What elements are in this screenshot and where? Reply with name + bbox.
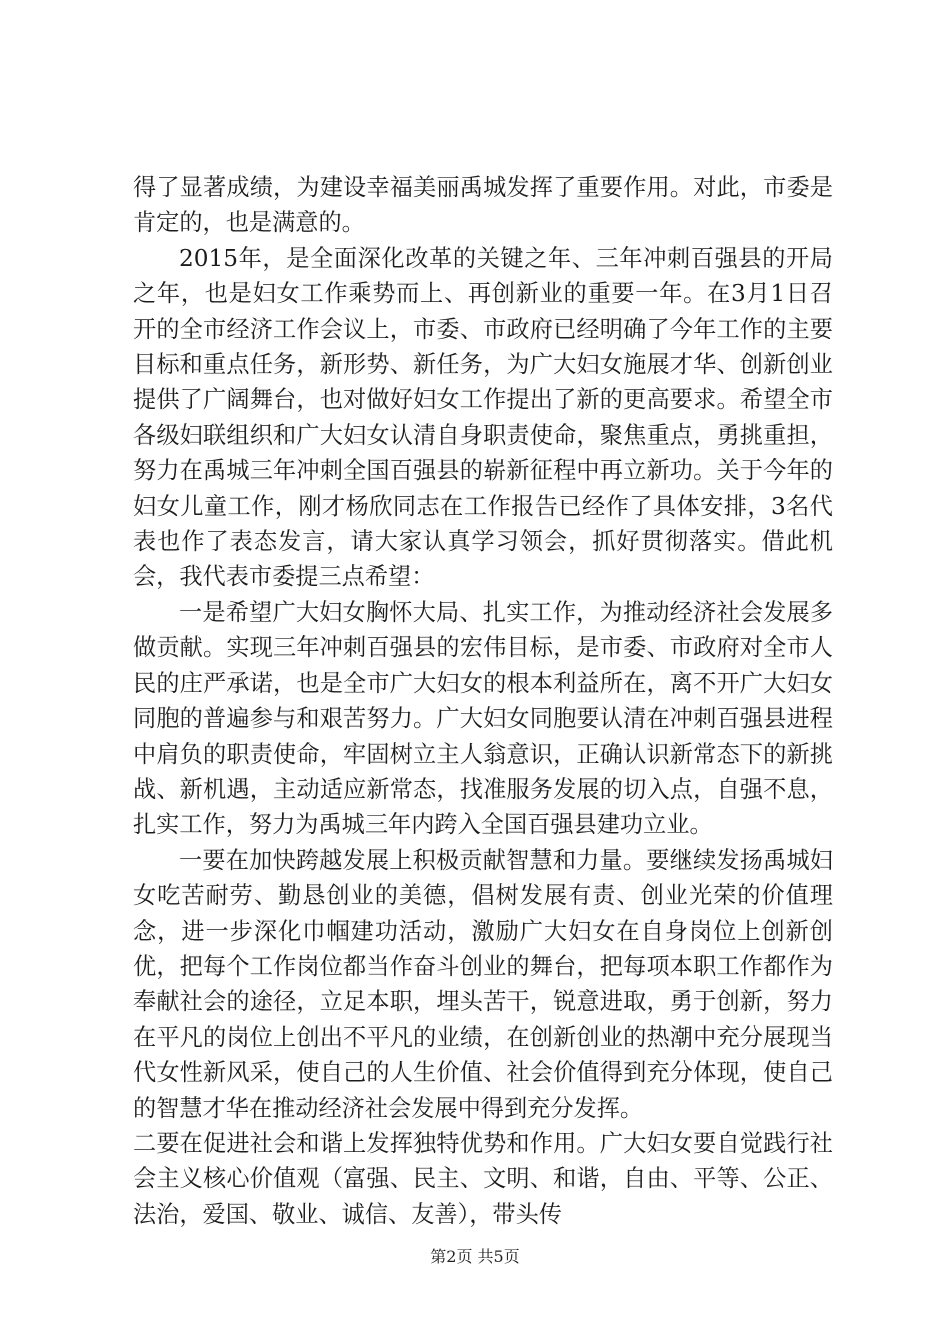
paragraph-2015-overview: 2015年，是全面深化改革的关键之年、三年冲刺百强县的开局之年，也是妇女工作乘势而上、再创新业的重要一年。在3月1日召开的全市经济工作会议上，市委、市政府已经明确了今年工作的主要目标和重点任务，新形势、新任务，为广大妇女施展才华、创新创业提供了广阔舞台，也对做好妇女工作提出了新的更高要求。希望全市各级妇联组织和广大妇女认清自身职责使命，聚焦重点，勇挑重担，努力在禹城三年冲刺全国百强县的崭新征程中再立新功。关于今年的妇女儿童工作，刚才杨欣同志在工作报告已经作了具体安排，3名代表也作了表态发言，请大家认真学习领会，抓好贯彻落实。借此机会，我代表市委提三点希望：: [133, 244, 833, 591]
paragraph-point-two: 二要在促进社会和谐上发挥独特优势和作用。广大妇女要自觉践行社会主义核心价值观（富强、民主、文明、和谐，自由、平等、公正、法治，爱国、敬业、诚信、友善），带头传: [133, 1129, 833, 1228]
paragraph-continuation: 得了显著成绩，为建设幸福美丽禹城发挥了重要作用。对此，市委是肯定的，也是满意的。: [133, 174, 833, 237]
paragraph-point-one: 一要在加快跨越发展上积极贡献智慧和力量。要继续发扬禹城妇女吃苦耐劳、勤恳创业的美德，倡树发展有责、创业光荣的价值理念，进一步深化巾帼建功活动，激励广大妇女在自身岗位上创新创优，把每个工作岗位都当作奋斗创业的舞台，把每项本职工作都作为奉献社会的途径，立足本职，埋头苦干，锐意进取，勇于创新，努力在平凡的岗位上创出不平凡的业绩，在创新创业的热潮中充分展现当代女性新风采，使自己的人生价值、社会价值得到充分体现，使自己的智慧才华在推动经济社会发展中得到充分发挥。: [133, 846, 833, 1122]
paragraph-hope-one: 一是希望广大妇女胸怀大局、扎实工作，为推动经济社会发展多做贡献。实现三年冲刺百强县的宏伟目标，是市委、市政府对全市人民的庄严承诺，也是全市广大妇女的根本利益所在，离不开广大妇女同胞的普遍参与和艰苦努力。广大妇女同胞要认清在冲刺百强县进程中肩负的职责使命，牢固树立主人翁意识，正确认识新常态下的新挑战、新机遇，主动适应新常态，找准服务发展的切入点，自强不息，扎实工作，努力为禹城三年内跨入全国百强县建功立业。: [133, 598, 833, 839]
document-body: [133, 170, 833, 1232]
page-number-footer: 第2页 共5页: [430, 1247, 520, 1266]
